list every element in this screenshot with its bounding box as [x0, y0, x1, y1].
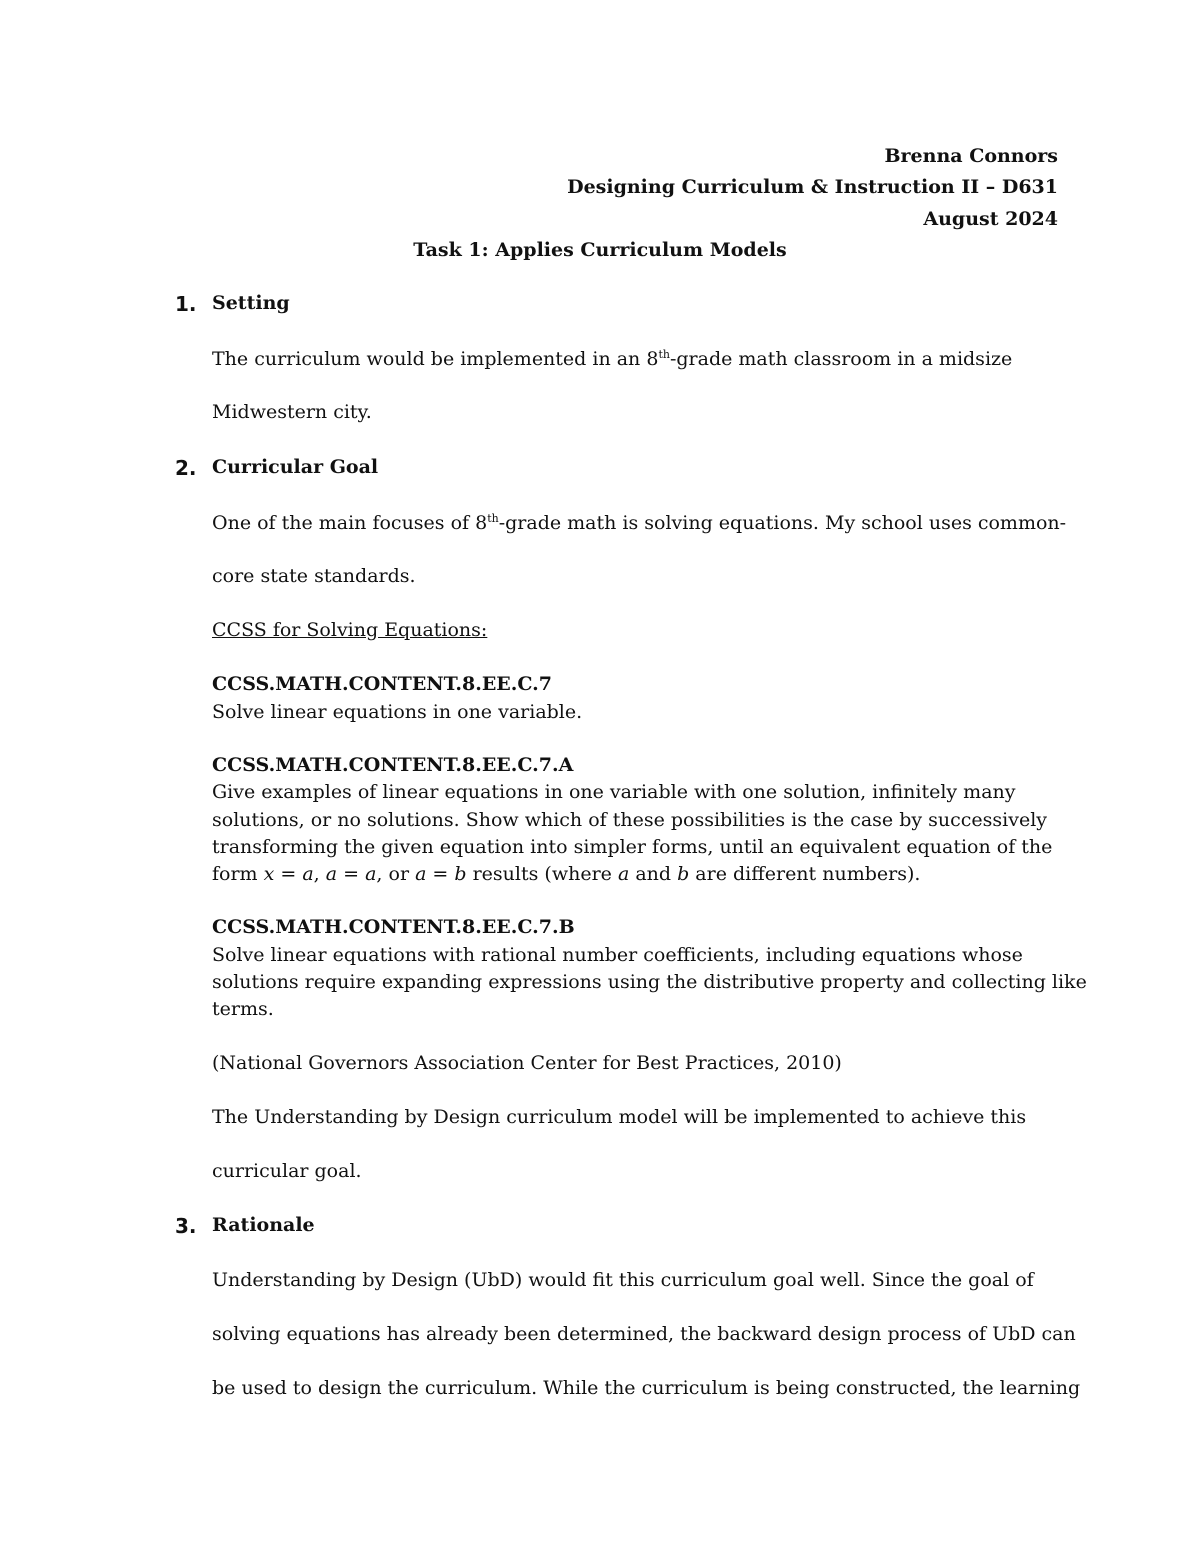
standard-code: CCSS.MATH.CONTENT.8.EE.C.7.A [212, 754, 574, 776]
setting-paragraph-line [212, 350, 1012, 369]
setting-paragraph-line: Midwestern city. [212, 401, 372, 423]
model-paragraph-line: curricular goal. [212, 1160, 362, 1182]
citation: (National Governors Association Center for Best Practices, 2010) [212, 1052, 842, 1074]
section-heading-setting: Setting [212, 292, 290, 314]
standard-code: CCSS.MATH.CONTENT.8.EE.C.7 [212, 673, 553, 695]
ordinal-suffix: th [487, 512, 499, 525]
model-paragraph-line: The Understanding by Design curriculum model will be implemented to achieve this [212, 1106, 1027, 1128]
standard-text-line: Solve linear equations with rational number coefficients, including equations whose [212, 944, 1023, 966]
goal-text: One of the main focuses of 8 [212, 512, 488, 534]
document-title: Task 1: Applies Curriculum Models [413, 239, 787, 261]
goal-paragraph-line: core state standards. [212, 565, 416, 587]
standard-text-line: Solve linear equations in one variable. [212, 701, 583, 723]
rationale-paragraph-line: solving equations has already been determined, the backward design process of UbD can [212, 1323, 1076, 1345]
standards-heading: CCSS for Solving Equations: [212, 619, 488, 641]
standard-text-line: Give examples of linear equations in one variable with one solution, infinitely many [212, 781, 1016, 803]
standard-text-line: form x = a, a = a, or a = b results (where a and b are different numbers). [212, 863, 921, 885]
setting-text: -grade math classroom in a midsize [669, 348, 1013, 370]
standard-text-line: solutions require expanding expressions using the distributive property and collecting like [212, 971, 1087, 993]
document-date: August 2024 [923, 208, 1058, 230]
section-heading-rationale: Rationale [212, 1214, 315, 1236]
section-number: 1. [175, 292, 197, 316]
rationale-paragraph-line: be used to design the curriculum. While the curriculum is being constructed, the learning [212, 1377, 1081, 1399]
ordinal-suffix: th [658, 348, 670, 361]
rationale-paragraph-line: Understanding by Design (UbD) would fit this curriculum goal well. Since the goal of [212, 1269, 1034, 1291]
course-name: Designing Curriculum & Instruction II – D631 [567, 176, 1058, 198]
section-number: 2. [175, 456, 197, 480]
goal-paragraph-line [212, 514, 1066, 533]
goal-text: -grade math is solving equations. My school uses common- [498, 512, 1067, 534]
setting-text: The curriculum would be implemented in an 8 [212, 348, 659, 370]
section-heading-curricular-goal: Curricular Goal [212, 456, 379, 478]
author-name: Brenna Connors [884, 145, 1058, 167]
section-number: 3. [175, 1214, 197, 1238]
standard-text-line: transforming the given equation into simpler forms, until an equivalent equation of the [212, 836, 1053, 858]
standard-code: CCSS.MATH.CONTENT.8.EE.C.7.B [212, 916, 575, 938]
standard-text-line: solutions, or no solutions. Show which of these possibilities is the case by successively [212, 809, 1048, 831]
standard-text-line: terms. [212, 998, 274, 1020]
